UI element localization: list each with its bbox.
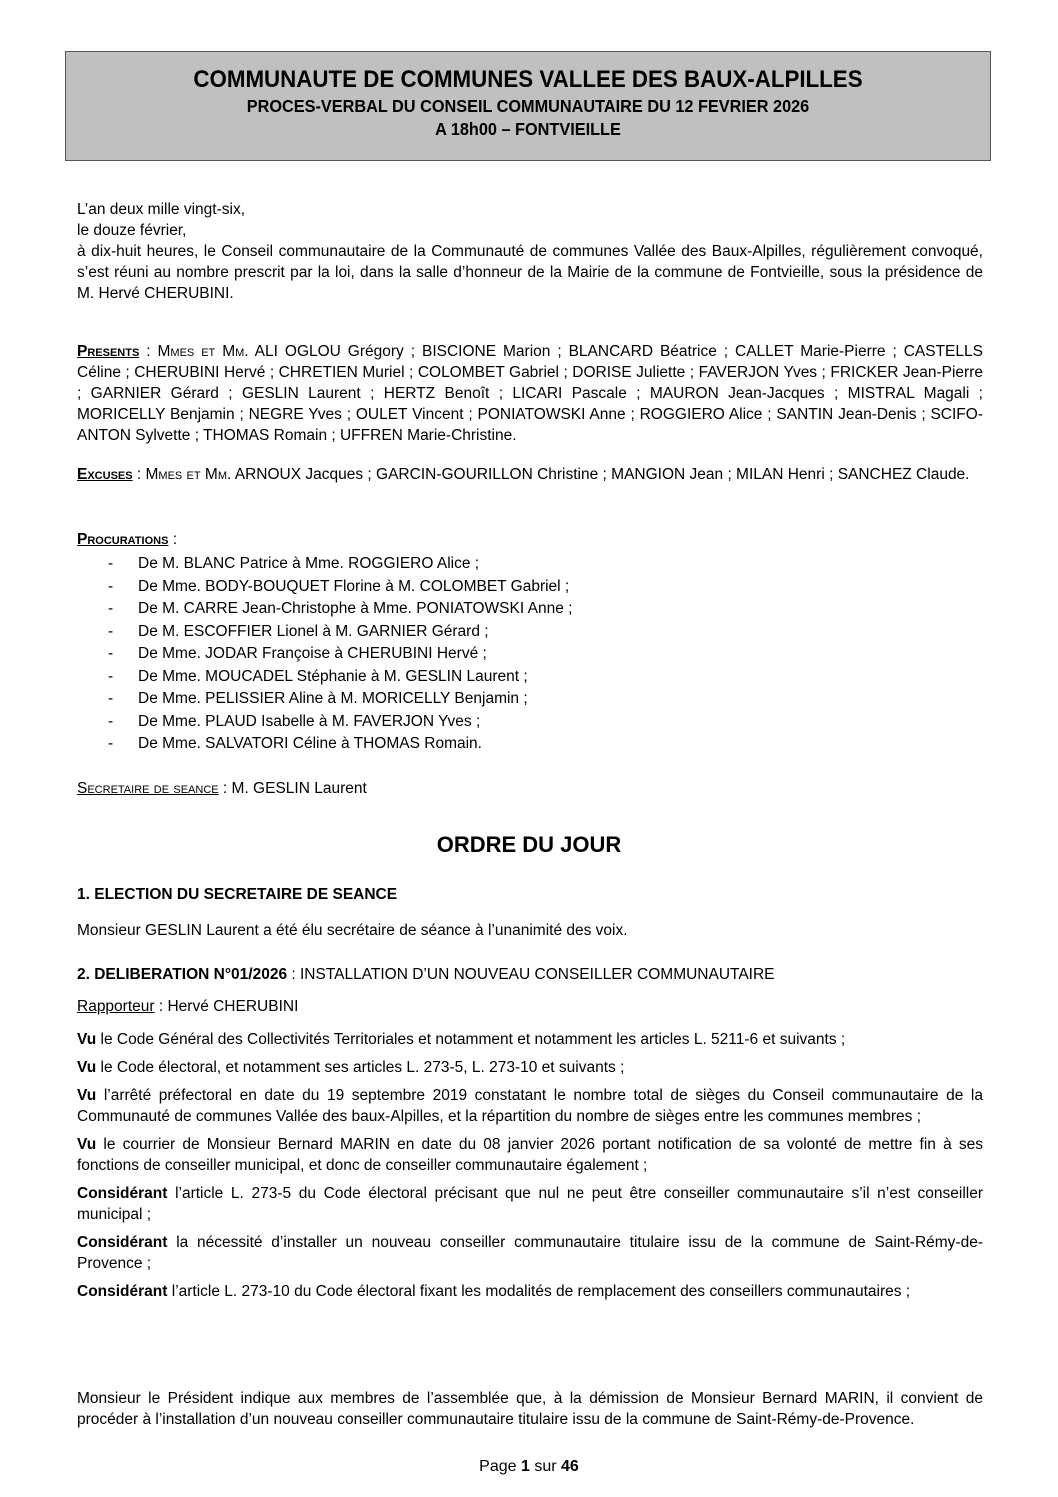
clause-text: la nécessité d’installer un nouveau conseiller communautaire titulaire issu de la commune de Saint-Rémy-de-Provence ; [77, 1234, 983, 1272]
procuration-text: De Mme. SALVATORI Céline à THOMAS Romain. [138, 735, 482, 752]
list-item [108, 576, 808, 599]
clause-text: l’article L. 273-10 du Code électoral fixant les modalités de remplacement des conseillers communautaires ; [167, 1283, 911, 1300]
intro-date: le douze février, [77, 222, 187, 239]
page-number: 1 [520, 1458, 530, 1475]
list-item [108, 621, 808, 644]
bullet-dash: - [108, 735, 114, 752]
agenda-item-1-text: Monsieur GESLIN Laurent a été élu secrétaire de séance à l’unanimité des voix. [77, 922, 628, 939]
procuration-text: De Mme. BODY-BOUQUET Florine à M. COLOMBET Gabriel ; [138, 577, 570, 595]
presents-label: Presents [77, 343, 140, 360]
bullet-dash: - [108, 645, 114, 662]
bullet-dash: - [108, 712, 114, 730]
excuses-prefix: Mmes et Mm. [145, 466, 232, 483]
header-subtitle: PROCES-VERBAL DU CONSEIL COMMUNAUTAIRE DU 12 FEVRIER 2026 [246, 96, 810, 116]
clause-item [77, 1183, 983, 1225]
rapporteur-label: Rapporteur [77, 998, 155, 1015]
presents-names: ALI OGLOU Grégory ; BISCIONE Marion ; BLANCARD Béatrice ; CALLET Marie-Pierre ; CASTELLS Céline ; CHERUBINI Hervé ; CHRETIEN Muriel ; COLOMBET Gabriel ; DORISE Juliette ; FAVERJON Yves ; FRICKER Jean-Pierre ; GARNIER Gérard ; GESLIN Laurent ; HERTZ Benoît ; LICARI Pascale ; MAURON Jean-Jacques ; MISTRAL Magali ; MORICELLY Benjamin ; NEGRE Yves ; OULET Vincent ; PONIATOWSKI Anne ; ROGGIERO Alice ; SANTIN Jean-Denis ; SCIFO-ANTON Sylvette ; THOMAS Romain ; UFFREN Marie-Christine. [77, 343, 983, 444]
secretaire-section [77, 778, 983, 799]
page-label: Page [479, 1458, 521, 1475]
procurations-list [108, 553, 808, 756]
excuses-names: ARNOUX Jacques ; GARCIN-GOURILLON Christine ; MANGION Jean ; MILAN Henri ; SANCHEZ Claude. [234, 466, 970, 483]
clause-lead: Considérant [77, 1283, 168, 1300]
list-item [108, 733, 808, 756]
procuration-text: De Mme. JODAR Françoise à CHERUBINI Hervé ; [138, 645, 487, 662]
procurations-label: Procurations [77, 531, 169, 548]
clause-lead: Considérant [77, 1185, 168, 1202]
clause-item [77, 1281, 983, 1302]
bullet-dash: - [108, 667, 114, 685]
document-header [65, 51, 991, 161]
clause-lead: Vu [77, 1136, 97, 1153]
clause-text: l’arrêté préfectoral en date du 19 septembre 2019 constatant le nombre total de sièges du Conseil communautaire de la Communauté de communes Vallée des baux-Alpilles, et la répartition du nombre de sièges entre les communes membres ; [77, 1087, 983, 1125]
total-pages: 46 [561, 1458, 579, 1475]
procuration-text: De Mme. MOUCADEL Stéphanie à M. GESLIN Laurent ; [138, 667, 528, 685]
clause-text: le Code Général des Collectivités Territoriales et notamment et notamment les articles L. 5211-6 et suivants ; [96, 1031, 846, 1048]
clause-lead: Considérant [77, 1234, 168, 1251]
deliberation-subject: : INSTALLATION D’UN NOUVEAU CONSEILLER COMMUNAUTAIRE [287, 966, 775, 983]
list-item [108, 711, 808, 734]
deliberation-number: 2. DELIBERATION N°01/2026 [77, 966, 288, 983]
list-item [108, 688, 808, 711]
header-time-place: A 18h00 – FONTVIEILLE [435, 119, 621, 139]
clause-item [77, 1057, 983, 1078]
intro-section [77, 199, 983, 304]
procuration-text: De Mme. PELISSIER Aline à M. MORICELLY Benjamin ; [138, 690, 528, 707]
clause-text: l’article L. 273-5 du Code électoral précisant que nul ne peut être conseiller communautaire s’il n’est conseiller municipal ; [77, 1185, 983, 1223]
excuses-label: Excuses [77, 466, 133, 483]
secretaire-label: Secretaire de seance [77, 780, 219, 797]
page-of-label: sur [529, 1458, 562, 1475]
secretaire-value: : M. GESLIN Laurent [218, 780, 367, 797]
page-footer [0, 1458, 1058, 1476]
rapporteur-line [77, 996, 983, 1017]
intro-paragraph: à dix-huit heures, le Conseil communautaire de la Communauté de communes Vallée des Baux-Alpilles, régulièrement convoqué, s’est réuni au nombre prescrit par la loi, dans la salle d’honneur de la Mairie de la commune de Fontvieille, sous la présidence de M. Hervé CHERUBINI. [77, 243, 983, 302]
procuration-text: De Mme. PLAUD Isabelle à M. FAVERJON Yves ; [138, 712, 481, 730]
clause-text: le courrier de Monsieur Bernard MARIN en date du 08 janvier 2026 portant notification de sa volonté de mettre fin à ses fonctions de conseiller municipal, et donc de conseiller communautaire également ; [77, 1136, 983, 1174]
clause-lead: Vu [77, 1059, 97, 1076]
bullet-dash: - [108, 600, 114, 617]
procuration-text: De M. CARRE Jean-Christophe à Mme. PONIATOWSKI Anne ; [138, 600, 573, 617]
agenda-item-2-title [77, 964, 983, 985]
presents-section [77, 341, 983, 446]
clause-lead: Vu [77, 1087, 97, 1104]
excuses-sep: : [132, 466, 146, 483]
excuses-section [77, 464, 983, 485]
clause-item [77, 1134, 983, 1176]
procurations-heading [77, 529, 983, 550]
intro-year: L’an deux mille vingt-six, [77, 201, 245, 218]
clause-lead: Vu [77, 1031, 97, 1048]
header-title: COMMUNAUTE DE COMMUNES VALLEE DES BAUX-ALPILLES [193, 66, 863, 93]
clause-item [77, 1085, 983, 1127]
president-statement: Monsieur le Président indique aux membres de l’assemblée que, à la démission de Monsieur Bernard MARIN, il convient de procéder à l’installation d’un nouveau conseiller communautaire titulaire issu de la commune de Saint-Rémy-de-Provence. [77, 1390, 983, 1428]
bullet-dash: - [108, 555, 114, 572]
list-item [108, 643, 808, 666]
clause-item [77, 1029, 983, 1050]
list-item [108, 553, 808, 576]
clause-text: le Code électoral, et notamment ses articles L. 273-5, L. 273-10 et suivants ; [96, 1059, 625, 1076]
clauses-block [77, 1029, 983, 1309]
agenda-title: ORDRE DU JOUR [436, 832, 622, 857]
procurations-sep: : [168, 531, 178, 548]
list-item [108, 666, 808, 689]
procuration-text: De M. ESCOFFIER Lionel à M. GARNIER Gérard ; [138, 622, 489, 640]
rapporteur-value: : Hervé CHERUBINI [154, 998, 299, 1015]
procuration-text: De M. BLANC Patrice à Mme. ROGGIERO Alice ; [138, 555, 480, 572]
presents-sep: : [139, 343, 158, 360]
clause-item [77, 1232, 983, 1274]
bullet-dash: - [108, 577, 114, 595]
bullet-dash: - [108, 690, 114, 707]
list-item [108, 598, 808, 621]
bullet-dash: - [108, 622, 114, 640]
presents-prefix: Mmes et Mm. [157, 343, 249, 360]
agenda-item-1-title: 1. ELECTION DU SECRETAIRE DE SEANCE [77, 886, 398, 903]
